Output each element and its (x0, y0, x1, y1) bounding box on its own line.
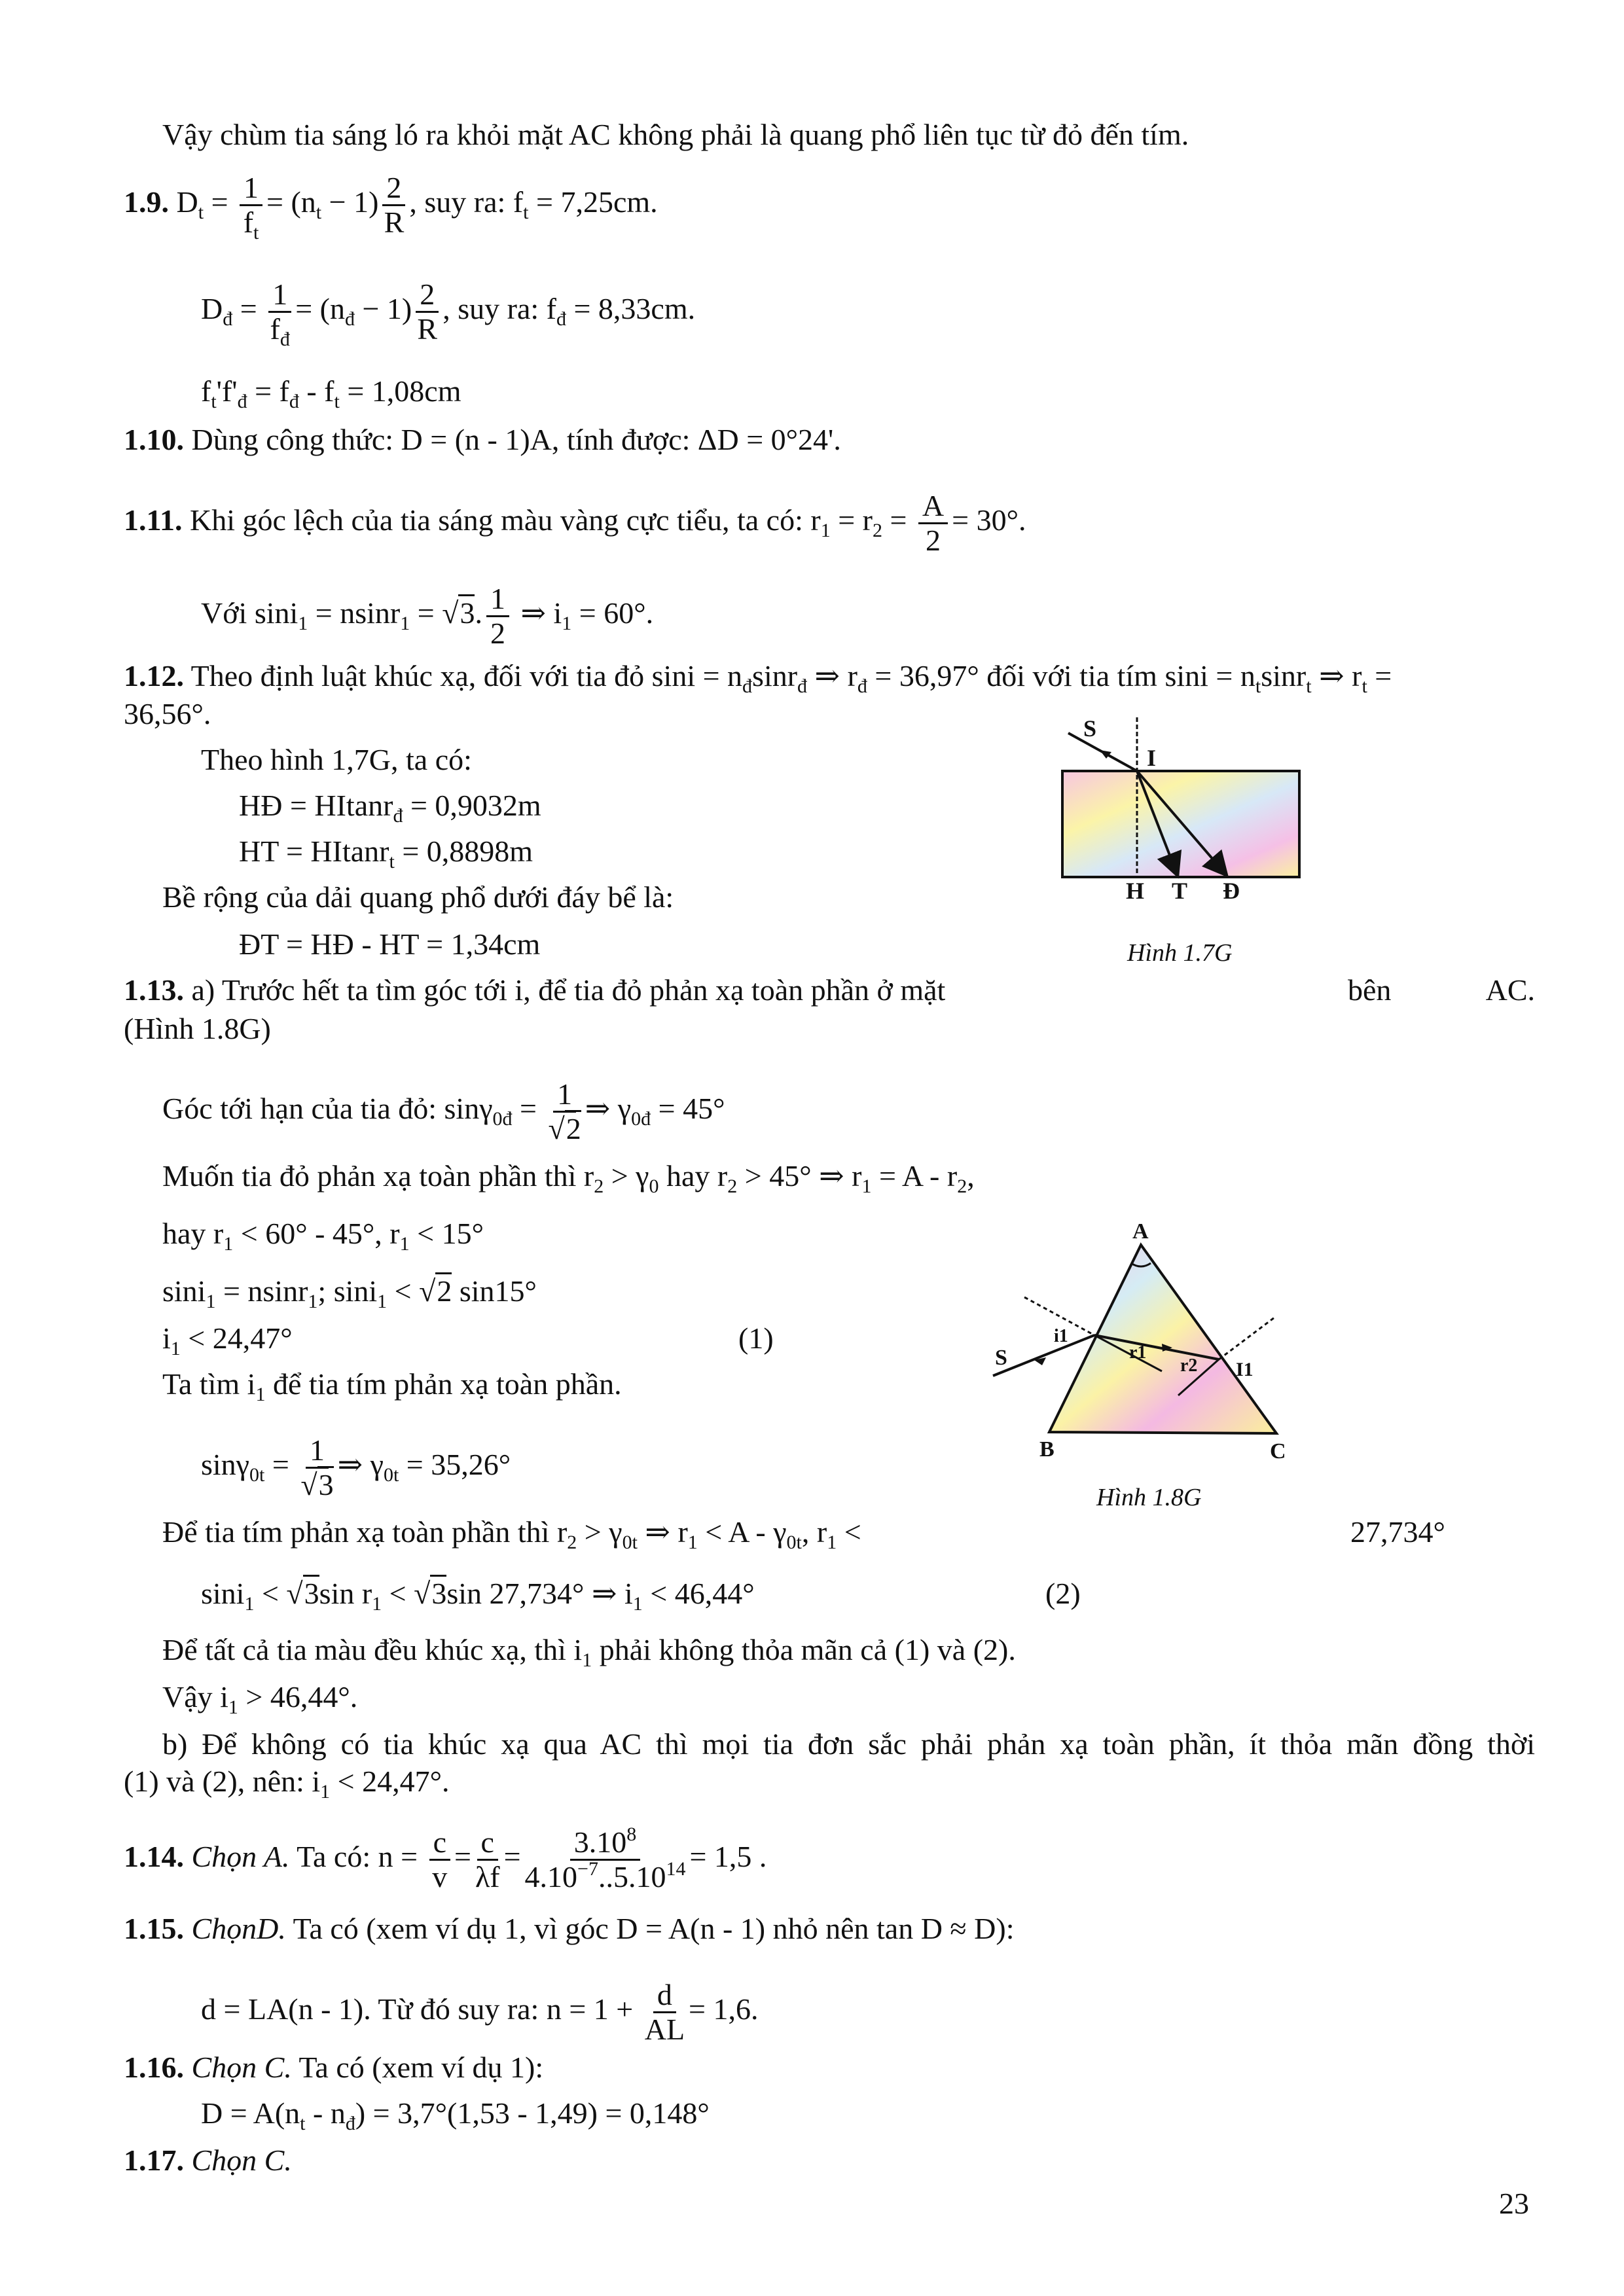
text: HT = HItanr (239, 834, 389, 868)
sub: 1 (308, 1291, 318, 1312)
text: để tia tím phản xạ toàn phần. (265, 1367, 622, 1401)
denominator: AL (644, 2013, 685, 2046)
water-tank (1062, 771, 1299, 877)
text: - f (298, 374, 334, 408)
equation-line (239, 787, 541, 827)
sub: 0t (383, 1464, 399, 1486)
text: ..5.10 (598, 1860, 666, 1893)
answer-number: 1.11. (124, 503, 183, 537)
text: = A - r (871, 1159, 958, 1193)
text-line (124, 1763, 450, 1803)
fraction (486, 583, 509, 650)
sub: 1 (400, 613, 410, 635)
text-line: Theo hình 1,7G, ta có: (201, 743, 472, 776)
answer-1-11-sin: Với sini$_1$ = nsinr$_1$ = √3. $\frac{1}{2}$ ⇒ $i_1 = 60^\circ$. (201, 582, 654, 650)
answer-1-12-cont: 36,56°. (124, 697, 211, 730)
text: = (n (266, 185, 316, 219)
label-h: H (1126, 878, 1145, 904)
label-b: B (1039, 1437, 1055, 1462)
label-I1: I1 (1236, 1359, 1254, 1380)
sub: 0t (786, 1532, 802, 1553)
label-d: Đ (1223, 878, 1240, 904)
text: < 60° - 45°, r (233, 1217, 400, 1250)
answer-1-10 (124, 422, 841, 458)
sub: 1 (861, 1175, 872, 1197)
text: = (882, 503, 914, 537)
text: < 24,47° (180, 1321, 293, 1355)
answer-1-12 (124, 658, 1392, 697)
text: f (243, 206, 254, 239)
numerator: d (653, 1979, 676, 2013)
text: D = A(n (201, 2096, 300, 2130)
sub: đ (393, 805, 403, 827)
text: < (837, 1515, 861, 1549)
fraction (300, 1434, 333, 1501)
answer-number: 1.10. (124, 423, 184, 456)
text: = (n (295, 292, 345, 326)
text: = 36,97° đối với tia tím sini = n (867, 659, 1255, 692)
numerator: 2 (382, 171, 405, 206)
label-i1: i1 (1054, 1326, 1068, 1346)
text: = (512, 1092, 545, 1126)
denominator: λf (475, 1860, 500, 1893)
sub: đ (280, 329, 290, 350)
text: = 7,25cm. (528, 185, 658, 219)
intro-line: Vậy chùm tia sáng ló ra khỏi mặt AC không phải là quang phổ liên tục từ đỏ đến tím. (162, 118, 1189, 151)
text: = 30°. (952, 503, 1026, 537)
label-t: T (1172, 878, 1188, 904)
choice: Chọn C. (184, 2144, 292, 2177)
answer-number: 1.14. (124, 1840, 184, 1874)
text: D (176, 185, 198, 219)
fraction (918, 490, 948, 557)
sub: 0đ (492, 1108, 513, 1130)
sub: 0đ (631, 1108, 651, 1130)
text: > γ (604, 1159, 649, 1193)
numerator: 1 (486, 583, 509, 617)
text: D (201, 292, 223, 326)
sub: 1 (298, 613, 308, 635)
text: = 8,33cm. (566, 292, 696, 326)
text: > 45° ⇒ r (737, 1159, 862, 1193)
numerator: A (918, 490, 948, 524)
denominator: √3 (300, 1469, 333, 1501)
text: ⇒ r (807, 659, 857, 692)
text: . (475, 596, 482, 630)
text-line (162, 1366, 622, 1403)
sub: t (253, 222, 259, 243)
text: < 46,44° (642, 1577, 755, 1610)
figure-caption: Hình 1.8G (1096, 1484, 1202, 1511)
sub: 1 (582, 1649, 592, 1671)
text: Dùng công thức: D = (n - 1)A, tính được: ΔD = 0°24'. (184, 423, 841, 456)
text: = (204, 185, 236, 219)
answer-number: 1.15. (124, 1912, 184, 1945)
answer-number: 1.9. (124, 185, 169, 219)
equation-line: sini$_1$ = nsinr$_1$; sini$_1$ < √2 sin15° (162, 1273, 537, 1310)
equation-line (162, 1158, 975, 1197)
text: , r (801, 1515, 827, 1549)
equation-line (201, 2095, 710, 2132)
text: HĐ = HItanr (239, 789, 393, 822)
text: hay r (659, 1159, 728, 1193)
text: Ta tìm i (162, 1367, 256, 1401)
text: < (387, 1274, 420, 1308)
text: = r (830, 503, 873, 537)
label-s: S (1083, 715, 1097, 742)
choice: Chọn C. (184, 2051, 292, 2084)
text: = (264, 1448, 297, 1482)
text: ⇒ r (637, 1515, 688, 1549)
sub: t (1362, 675, 1367, 697)
text: Góc tới hạn của tia đỏ: sinγ (162, 1092, 493, 1126)
text: = 1,08cm (339, 374, 461, 408)
sub: 2 (567, 1532, 577, 1553)
answer-1-13 (124, 972, 1535, 1009)
text: - n (305, 2096, 346, 2130)
text: − 1) (354, 292, 412, 326)
text: < 24,47°. (330, 1765, 450, 1798)
text-line: b) Để không có tia khúc xạ qua AC thì mọi tia đơn sắc phải phản xạ toàn phần, ít thỏa mãn đồng thời (162, 1727, 1535, 1761)
text: < A - γ (697, 1515, 787, 1549)
sqrt: 2 (565, 1110, 581, 1145)
sub: t (1255, 675, 1261, 697)
text: Khi góc lệch của tia sáng màu vàng cực tiểu, ta có: r (182, 503, 821, 537)
denominator (524, 1858, 686, 1893)
text: sin15° (452, 1274, 537, 1308)
sub: t (316, 202, 322, 224)
answer-number: 1.12. (124, 659, 184, 692)
sqrt: 3 (317, 1466, 334, 1501)
figure-1-7g (1034, 707, 1335, 982)
answer-1-9 (124, 171, 658, 243)
text: = 1,6. (689, 1992, 759, 2026)
sub: 1 (228, 1696, 238, 1718)
denominator: √2 (549, 1113, 581, 1145)
sub: 1 (399, 1233, 410, 1255)
sub: đ (556, 308, 566, 331)
equation-line (239, 833, 533, 870)
page-number: 23 (1499, 2187, 1529, 2220)
figure-ref: (Hình 1.8G) (124, 1012, 271, 1045)
sub: t (523, 202, 529, 224)
text: AC. (1485, 973, 1535, 1007)
sub: 1 (206, 1291, 216, 1312)
numerator: 1 (306, 1434, 329, 1469)
sub: đ (742, 675, 753, 697)
fraction (645, 1979, 685, 2046)
sub: 1 (820, 520, 831, 542)
text: ; sini (317, 1274, 378, 1308)
sub: 0 (649, 1175, 659, 1197)
sub: 0t (249, 1464, 265, 1486)
numerator: 2 (416, 278, 439, 313)
label-i: I (1147, 745, 1157, 771)
figure-caption: Hình 1.7G (1127, 939, 1233, 967)
fraction (549, 1078, 581, 1145)
text: Để tất cả tia màu đều khúc xạ, thì i (162, 1633, 583, 1666)
text: d = LA(n - 1). Từ đó suy ra: n = 1 + (201, 1992, 641, 2026)
sub: t (198, 202, 204, 224)
numerator: 1 (240, 171, 262, 206)
text: = 0,8898m (394, 834, 533, 868)
text: , suy ra: f (409, 185, 524, 219)
sqrt: 3 (430, 1575, 446, 1610)
text: = (454, 1840, 471, 1874)
denominator: 2 (926, 524, 941, 557)
sub: 1 (244, 1593, 255, 1615)
text: < 15° (409, 1217, 484, 1250)
answer-1-14 (124, 1823, 767, 1893)
numerator: 1 (553, 1078, 576, 1113)
sup: 14 (666, 1858, 686, 1880)
equation-line (162, 1320, 784, 1357)
choice: ChọnD. (184, 1912, 286, 1945)
equation-line (201, 1434, 511, 1501)
text: = (1367, 659, 1392, 692)
sub: 1 (372, 1593, 382, 1615)
fraction (429, 1826, 450, 1893)
text: = nsinr (308, 596, 401, 630)
text: bên (1348, 973, 1392, 1007)
sub: t (389, 851, 395, 872)
numerator: c (429, 1826, 450, 1861)
equation-line: ĐT = HĐ - HT = 1,34cm (239, 927, 541, 961)
answer-1-15 (124, 1910, 1015, 1947)
text: ⇒ i (513, 596, 562, 630)
text: = 60°. (571, 596, 654, 630)
label-a: A (1132, 1219, 1149, 1244)
text: 4.10 (524, 1860, 578, 1893)
text: = 0,9032m (403, 789, 541, 822)
label-c: C (1270, 1439, 1286, 1463)
sub: đ (223, 308, 233, 331)
fraction (382, 171, 405, 239)
sub: đ (344, 308, 355, 331)
text: sin r (319, 1577, 372, 1610)
text: sinγ (201, 1448, 250, 1482)
denominator: R (417, 312, 438, 346)
sub: đ (289, 391, 299, 412)
text: < (254, 1577, 287, 1610)
sup: 8 (626, 1823, 637, 1845)
text: Để tia tím phản xạ toàn phần thì r (162, 1515, 568, 1549)
sub: 1 (562, 613, 572, 635)
text: i (162, 1321, 171, 1355)
answer-1-9-red (201, 278, 696, 350)
denominator: 2 (490, 617, 505, 650)
text: Vậy i (162, 1680, 228, 1713)
text: = nsinr (215, 1274, 308, 1308)
equation-line (162, 1078, 725, 1145)
label-s: S (995, 1346, 1007, 1370)
equation-line: sini$_1$ < √3sin $r_1 < √3\sin$ 27,734° ⇒ $i_1 < 46,44^\circ$ (2) (201, 1575, 1117, 1612)
label-r1: r1 (1129, 1342, 1147, 1363)
text: sin 27,734° ⇒ i (446, 1577, 633, 1610)
choice: Chọn A. (184, 1840, 290, 1874)
sqrt: 3 (303, 1575, 319, 1610)
denominator: R (384, 206, 405, 239)
answer-number: 1.13. (124, 973, 184, 1007)
text-line (162, 1632, 1016, 1671)
text: ⇒ γ (585, 1092, 632, 1126)
text: ⇒ γ (337, 1448, 384, 1482)
text: (1) và (2), nên: i (124, 1765, 321, 1798)
sub: đ (797, 675, 808, 697)
text: f (270, 312, 280, 346)
sub: t (300, 2113, 306, 2134)
text: f (201, 374, 211, 408)
text: 27,734° (1350, 1515, 1445, 1549)
sub: 1 (377, 1291, 388, 1312)
fraction (416, 278, 439, 346)
sub: 1 (687, 1532, 698, 1553)
text: sini (201, 1577, 245, 1610)
denominator (243, 206, 259, 243)
text: , (967, 1159, 975, 1193)
text: = 45° (651, 1092, 725, 1126)
figure-1-8g (982, 1211, 1348, 1525)
sub: 0t (622, 1532, 638, 1553)
sub: 2 (872, 520, 882, 542)
text: = (410, 596, 442, 630)
sub: t (334, 391, 340, 412)
answer-1-11 (124, 490, 1026, 557)
sqrt: 3 (458, 594, 475, 630)
answer-number: 1.17. (124, 2144, 184, 2177)
text: hay r (162, 1217, 224, 1250)
numerator: c (477, 1826, 498, 1861)
equation-tag: (2) (1045, 1577, 1081, 1610)
fraction (240, 171, 262, 243)
denominator: v (432, 1860, 448, 1893)
sub: đ (857, 675, 867, 697)
fraction (475, 1826, 500, 1893)
text: sini (162, 1274, 206, 1308)
sub: 1 (320, 1781, 331, 1803)
text: 'f' (216, 374, 238, 408)
text: = 35,26° (399, 1448, 511, 1482)
text: Theo định luật khúc xạ, đối với tia đỏ sini = n (184, 659, 743, 692)
denominator (270, 312, 290, 350)
equation-line (162, 1215, 484, 1255)
sub: 1 (827, 1532, 837, 1553)
sub: t (1306, 675, 1312, 697)
text: Muốn tia đỏ phản xạ toàn phần thì r (162, 1159, 594, 1193)
sub: 2 (727, 1175, 738, 1197)
text: = 1,5 . (689, 1840, 767, 1874)
text: sinr (1261, 659, 1307, 692)
text: = f (247, 374, 289, 408)
text: Ta có (xem ví dụ 1): (291, 2051, 544, 2084)
text: 3.10 (573, 1825, 627, 1859)
sub: 1 (223, 1233, 234, 1255)
text: < (382, 1577, 414, 1610)
answer-1-9-diff (201, 373, 461, 410)
text: ⇒ r (1311, 659, 1362, 692)
text: , suy ra: f (442, 292, 556, 326)
normal-line-exit (1219, 1318, 1274, 1359)
text: phải không thỏa mãn cả (1) và (2). (592, 1633, 1016, 1666)
text: Ta có (xem ví dụ 1, vì góc D = A(n - 1) nhỏ nên tan D ≈ D): (285, 1912, 1015, 1945)
text: sinr (752, 659, 798, 692)
text: ) = 3,7°(1,53 - 1,49) = 0,148° (355, 2096, 710, 2130)
text-line: Bề rộng của dải quang phổ dưới đáy bể là: (162, 880, 674, 914)
sup: −7 (577, 1858, 598, 1880)
text: = (503, 1840, 521, 1874)
text: = (232, 292, 265, 326)
numerator (570, 1823, 641, 1861)
sqrt: 2 (435, 1272, 452, 1308)
sub: 1 (170, 1338, 181, 1359)
sub: đ (345, 2113, 355, 2134)
answer-number: 1.16. (124, 2051, 184, 2084)
answer-1-16 (124, 2049, 543, 2086)
answer-1-17 (124, 2142, 292, 2179)
label-r2: r2 (1180, 1355, 1198, 1376)
text: Với sini (201, 596, 298, 630)
fraction (524, 1823, 686, 1893)
text-line (162, 1679, 358, 1718)
text: > γ (577, 1515, 623, 1549)
sub: 1 (255, 1384, 266, 1405)
text: a) Trước hết ta tìm góc tới i, để tia đỏ phản xạ toàn phần ở mặt (184, 973, 946, 1007)
sub: 2 (957, 1175, 967, 1197)
text: Ta có: n = (289, 1840, 425, 1874)
fraction (268, 278, 291, 350)
numerator: 1 (268, 278, 291, 313)
equation-line (201, 1979, 759, 2046)
sub: t (211, 391, 217, 412)
sub: 2 (594, 1175, 604, 1197)
text: − 1) (321, 185, 379, 219)
equation-tag: (1) (738, 1321, 774, 1355)
sub: 1 (632, 1593, 643, 1615)
sub: đ (237, 391, 247, 412)
text: > 46,44°. (238, 1680, 358, 1713)
